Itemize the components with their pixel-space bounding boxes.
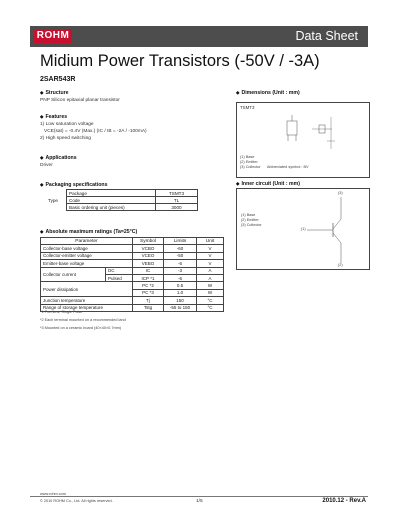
table-cell: PC *2 [133, 282, 164, 289]
dimensions-heading: ◆ Dimensions (Unit : mm) [236, 90, 300, 96]
packaging-type-label: Type [48, 197, 58, 203]
inner-circuit-heading: ◆ Inner circuit (Unit : mm) [236, 181, 300, 187]
table-cell: Collector-base voltage [41, 245, 133, 252]
packaging-heading: ◆ Packaging specifications [40, 182, 107, 188]
structure-text: PNP Silicon epitaxial planar transistor [40, 98, 120, 103]
dimension-package-name: TSMT3 [240, 105, 255, 110]
table-cell: -6 [164, 260, 197, 267]
ratings-note: *1 Pw=1ms, Single Pulse [40, 310, 83, 314]
dimensions-box [236, 102, 370, 178]
dimension-marking: Abbreviated symbol : BV [267, 165, 309, 169]
table-cell: Emitter-base voltage [41, 260, 133, 267]
table-cell: V [197, 252, 224, 259]
doc-type-label: Data Sheet [295, 29, 358, 43]
header-band [30, 26, 368, 47]
table-cell: VCBO [133, 245, 164, 252]
ratings-note: *2 Each terminal mounted on a recommended land [40, 318, 126, 322]
circuit-pin-mark: (3) [338, 191, 343, 195]
table-cell: -50 [164, 252, 197, 259]
package-outline-drawing [257, 111, 357, 155]
table-cell: W [197, 282, 224, 289]
circuit-pin-mark: (2) [338, 263, 343, 267]
column-header: Parameter [41, 238, 133, 245]
table-cell: 1.0 [164, 289, 197, 296]
table-cell: Junction temperature [41, 297, 133, 304]
table-row [41, 267, 224, 274]
features-heading: ◆ Features [40, 114, 67, 120]
dimension-pin: (2) Emitter [240, 160, 258, 164]
table-cell: W [197, 289, 224, 296]
ratings-note: *3 Mounted on a ceramic board (40×40×0.7mm) [40, 326, 122, 330]
ratings-heading: ◆ Absolute maximum ratings (Ta=25°C) [40, 229, 137, 235]
page-number: 1/5 [196, 499, 203, 504]
table-row [41, 252, 224, 259]
table-cell: Pulsed [106, 274, 133, 281]
circuit-pin: (3) Collector [241, 223, 262, 227]
inner-circuit-box [236, 188, 370, 270]
page-title: Midium Power Transistors (-50V / -3A) [40, 52, 320, 70]
table-cell: PC *3 [133, 289, 164, 296]
table-cell: Power dissipation [41, 282, 133, 297]
dimension-pin: (3) Collector [240, 165, 261, 169]
table-cell: -6 [164, 274, 197, 281]
table-cell: TL [156, 197, 198, 204]
ratings-table [40, 237, 224, 312]
table-cell: 3000 [156, 204, 198, 211]
table-cell: -3 [164, 267, 197, 274]
revision-date: 2010.12 - Rev.A [322, 498, 366, 504]
table-cell: A [197, 274, 224, 281]
table-cell: °C [197, 297, 224, 304]
table-cell: DC [106, 267, 133, 274]
table-row [41, 260, 224, 267]
part-number: 2SAR543R [40, 76, 76, 83]
table-cell: ICP *1 [133, 274, 164, 281]
table-cell: V [197, 245, 224, 252]
table-cell: Tj [133, 297, 164, 304]
table-cell: Package [67, 190, 156, 197]
table-cell: IC [133, 267, 164, 274]
structure-heading: ◆ Structure [40, 90, 69, 96]
rohm-logo: ROHM [34, 29, 72, 43]
table-cell: VCEO [133, 252, 164, 259]
table-cell: Code [67, 197, 156, 204]
column-header: Unit [197, 238, 224, 245]
table-row [41, 245, 224, 252]
table-cell: Tstg [133, 304, 164, 311]
table-cell: TSMT3 [156, 190, 198, 197]
table-cell: -60 [164, 245, 197, 252]
table-cell: Collector current [41, 267, 106, 282]
table-cell: V [197, 260, 224, 267]
column-header: Symbol [133, 238, 164, 245]
packaging-table [40, 189, 198, 211]
footer-divider [30, 496, 368, 497]
feature-item: 2) High speed switching [40, 136, 91, 141]
table-header-row [41, 238, 224, 245]
applications-heading: ◆ Applications [40, 155, 77, 161]
table-cell: Range of storage temperature [41, 304, 133, 311]
table-cell: -55 to 150 [164, 304, 197, 311]
feature-item: VCE(sat) = -0.4V (Max.) (IC / IB = -2A / -100mA) [44, 129, 147, 134]
table-row [41, 297, 224, 304]
circuit-pin: (1) Base [241, 213, 256, 217]
applications-text: Driver [40, 163, 53, 168]
table-cell: Collector-emitter voltage [41, 252, 133, 259]
table-row [41, 282, 224, 289]
circuit-pin-mark: (1) [301, 227, 306, 231]
table-cell: 0.5 [164, 282, 197, 289]
circuit-pin: (2) Emitter [241, 218, 259, 222]
feature-item: 1) Low saturation voltage [40, 122, 94, 127]
column-header: Limits [164, 238, 197, 245]
table-cell: VEBO [133, 260, 164, 267]
footer-copyright: © 2010 ROHM Co., Ltd. All rights reserved. [40, 499, 113, 503]
dimension-pin: (1) Base [240, 155, 255, 159]
table-cell: A [197, 267, 224, 274]
table-row [40, 190, 198, 197]
footer-website: www.rohm.com [40, 492, 66, 496]
table-cell: °C [197, 304, 224, 311]
table-cell: 150 [164, 297, 197, 304]
table-cell: Basic ordering unit (pieces) [67, 204, 156, 211]
